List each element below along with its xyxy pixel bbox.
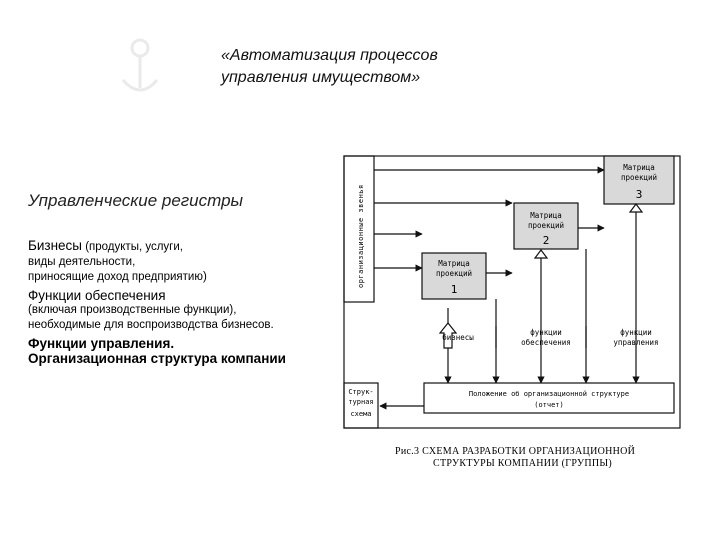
col-businesses-label: бизнесы: [442, 333, 474, 342]
businesses-label: Бизнесы: [28, 238, 83, 253]
matrix-2-number: 2: [542, 234, 550, 247]
org-scheme-label-line3: схема: [350, 410, 372, 418]
matrix-1-line1: Матрица: [438, 259, 470, 268]
matrix-2-line2: проекций: [527, 221, 565, 230]
matrix-3-line2: проекций: [620, 173, 658, 182]
figure-caption-line1: Рис.3 СХЕМА РАЗРАБОТКИ ОРГАНИЗАЦИОННОЙ: [395, 446, 636, 457]
management-functions-label: Функции управления.: [28, 336, 175, 351]
slide-title: [221, 45, 438, 89]
slide-title-line1: «Автоматизация процессов: [221, 47, 438, 64]
matrix-1-line2: проекций: [435, 269, 473, 278]
col-support-label-line2: обеспечения: [521, 338, 571, 347]
org-links-label: организационные звенья: [357, 184, 365, 288]
matrix-1-number: 1: [450, 283, 458, 296]
col-management-label-line2: управления: [613, 338, 659, 347]
businesses-line2: виды деятельности,: [28, 256, 136, 268]
registers-list: [28, 238, 338, 366]
support-functions-line3: необходимые для воспроизводства бизнесов.: [28, 319, 274, 331]
businesses-line3: приносящие доход предприятию): [28, 271, 207, 283]
col-management-label-line1: функции: [620, 328, 652, 337]
figure-caption: [395, 446, 635, 470]
support-functions-label: Функции обеспечения: [28, 288, 166, 303]
regulation-label-line1: Положение об организационной структуре: [468, 390, 630, 398]
org-scheme-label-line1: Струк-: [348, 388, 374, 396]
org-scheme-label-line2: турная: [348, 398, 374, 406]
figure-caption-line2: СТРУКТУРЫ КОМПАНИИ (ГРУППЫ): [433, 458, 613, 469]
matrix-3-number: 3: [635, 188, 643, 201]
col-support-label-line1: функции: [530, 328, 562, 337]
businesses-detail: (продукты, услуги,: [82, 241, 183, 253]
org-structure-label: Организационная структура компании: [28, 351, 286, 366]
section-heading: Управленческие регистры: [28, 191, 244, 210]
businesses-item: [28, 238, 338, 255]
watermark-logo-icon: [105, 30, 175, 100]
matrix-3-line1: Матрица: [623, 163, 655, 172]
org-structure-diagram: [336, 148, 686, 433]
support-functions-line2: (включая производственные функции),: [28, 304, 237, 316]
regulation-label-line2: (отчет): [534, 401, 564, 409]
slide-title-line2: управления имуществом»: [221, 69, 421, 86]
matrix-2-line1: Матрица: [530, 211, 562, 220]
